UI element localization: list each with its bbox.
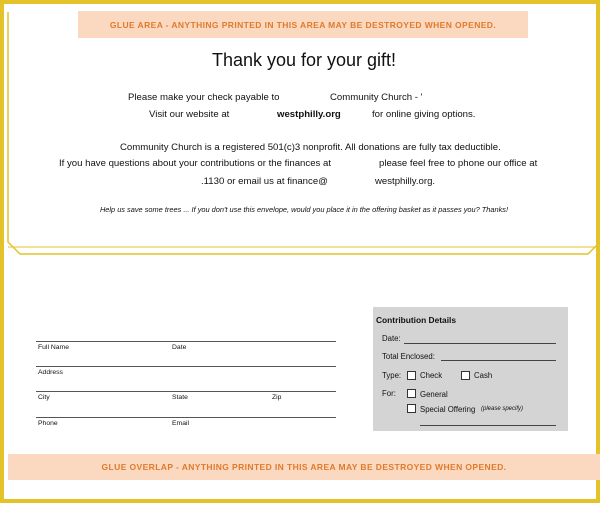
total-enclosed-label: Total Enclosed: [382, 352, 435, 361]
full-name-line[interactable] [36, 341, 336, 342]
cash-label: Cash [474, 371, 493, 380]
city-line[interactable] [36, 391, 336, 392]
save-trees-note: Help us save some trees ... If you don't use this envelope, would you place it in the offering basket as it passes you? Thanks! [99, 205, 509, 214]
email-text: .1130 or email us at finance@ [201, 176, 328, 187]
address-label: Address [38, 369, 63, 376]
envelope-flap-outline [4, 4, 600, 507]
special-offering-note: (please specify) [481, 406, 524, 412]
date-label: Date [172, 344, 187, 351]
questions-phone-text: please feel free to phone our office at [379, 158, 538, 169]
type-label: Type: [382, 371, 402, 380]
city-label: City [38, 394, 50, 401]
special-offering-line[interactable] [420, 425, 556, 426]
thank-you-title: Thank you for your gift! [211, 50, 397, 70]
cash-checkbox[interactable] [461, 371, 470, 380]
contribution-details-box [373, 307, 568, 431]
contribution-date-line[interactable] [404, 343, 556, 344]
zip-label: Zip [272, 394, 282, 401]
questions-text: If you have questions about your contributions or the finances at [59, 158, 331, 169]
special-offering-checkbox[interactable] [407, 404, 416, 413]
for-label: For: [382, 389, 396, 398]
state-label: State [172, 394, 188, 401]
general-checkbox[interactable] [407, 389, 416, 398]
contribution-date-label: Date: [382, 334, 401, 343]
email-label: Email [172, 420, 189, 427]
general-label: General [420, 390, 448, 399]
payable-text: Please make your check payable to [128, 92, 280, 103]
phone-line[interactable] [36, 417, 336, 418]
glue-overlap-banner: GLUE OVERLAP - ANYTHING PRINTED IN THIS AREA MAY BE DESTROYED WHEN OPENED. [8, 454, 600, 480]
phone-label: Phone [38, 420, 58, 427]
website-link[interactable]: westphilly.org [277, 109, 341, 120]
total-enclosed-line[interactable] [441, 360, 556, 361]
special-offering-label: Special Offering [420, 405, 476, 414]
website-text: Visit our website at [149, 109, 230, 120]
nonprofit-statement: Community Church is a registered 501(c)3 nonprofit. All donations are fully tax deductible. [120, 142, 501, 153]
glue-area-banner: GLUE AREA - ANYTHING PRINTED IN THIS AREA MAY BE DESTROYED WHEN OPENED. [78, 11, 528, 38]
check-label: Check [420, 371, 443, 380]
email-domain: westphilly.org. [375, 176, 436, 187]
full-name-label: Full Name [38, 344, 69, 351]
address-line[interactable] [36, 366, 336, 367]
payable-church-name: Community Church - ' [330, 92, 423, 103]
contribution-details-header: Contribution Details [376, 315, 457, 325]
check-checkbox[interactable] [407, 371, 416, 380]
website-suffix: for online giving options. [372, 109, 476, 120]
